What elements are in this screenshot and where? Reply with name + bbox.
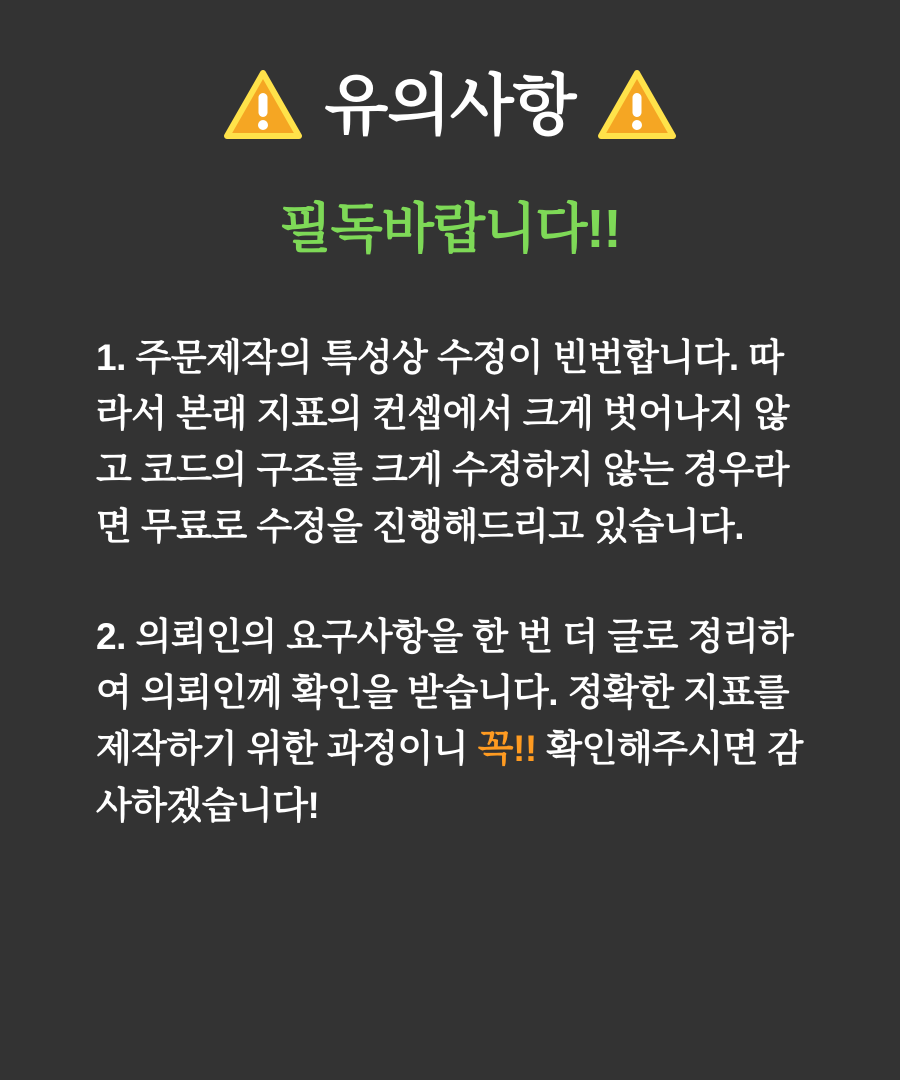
warning-triangle-icon-left: [224, 70, 302, 140]
notice-paragraph-2: [96, 609, 804, 834]
page-subtitle: 필독바랍니다!!: [279, 199, 621, 259]
notice-paragraph-1: 1. 주문제작의 특성상 수정이 빈번합니다. 따라서 본래 지표의 컨셉에서 크게 벗어나지 않고 코드의 구조를 크게 수정하지 않는 경우라면 무료로 수정을 진행해드리고 있습니다.: [96, 337, 790, 547]
notice-paragraph-2-tail: 확인해주시면 감사하겠습니다!: [96, 728, 803, 826]
notice-title-row: [96, 70, 804, 140]
page-title: 유의사항: [324, 68, 576, 142]
warning-triangle-icon-right: [598, 70, 676, 140]
notice-emphasis: 꼭!!: [477, 728, 537, 770]
notice-body: [96, 330, 804, 834]
notice-paragraph-2-lead: 2. 의뢰인의 요구사항을 한 번 더 글로 정리하여 의뢰인께 확인을 받습니다. 정확한 지표를 제작하기 위한 과정이니: [96, 615, 794, 770]
